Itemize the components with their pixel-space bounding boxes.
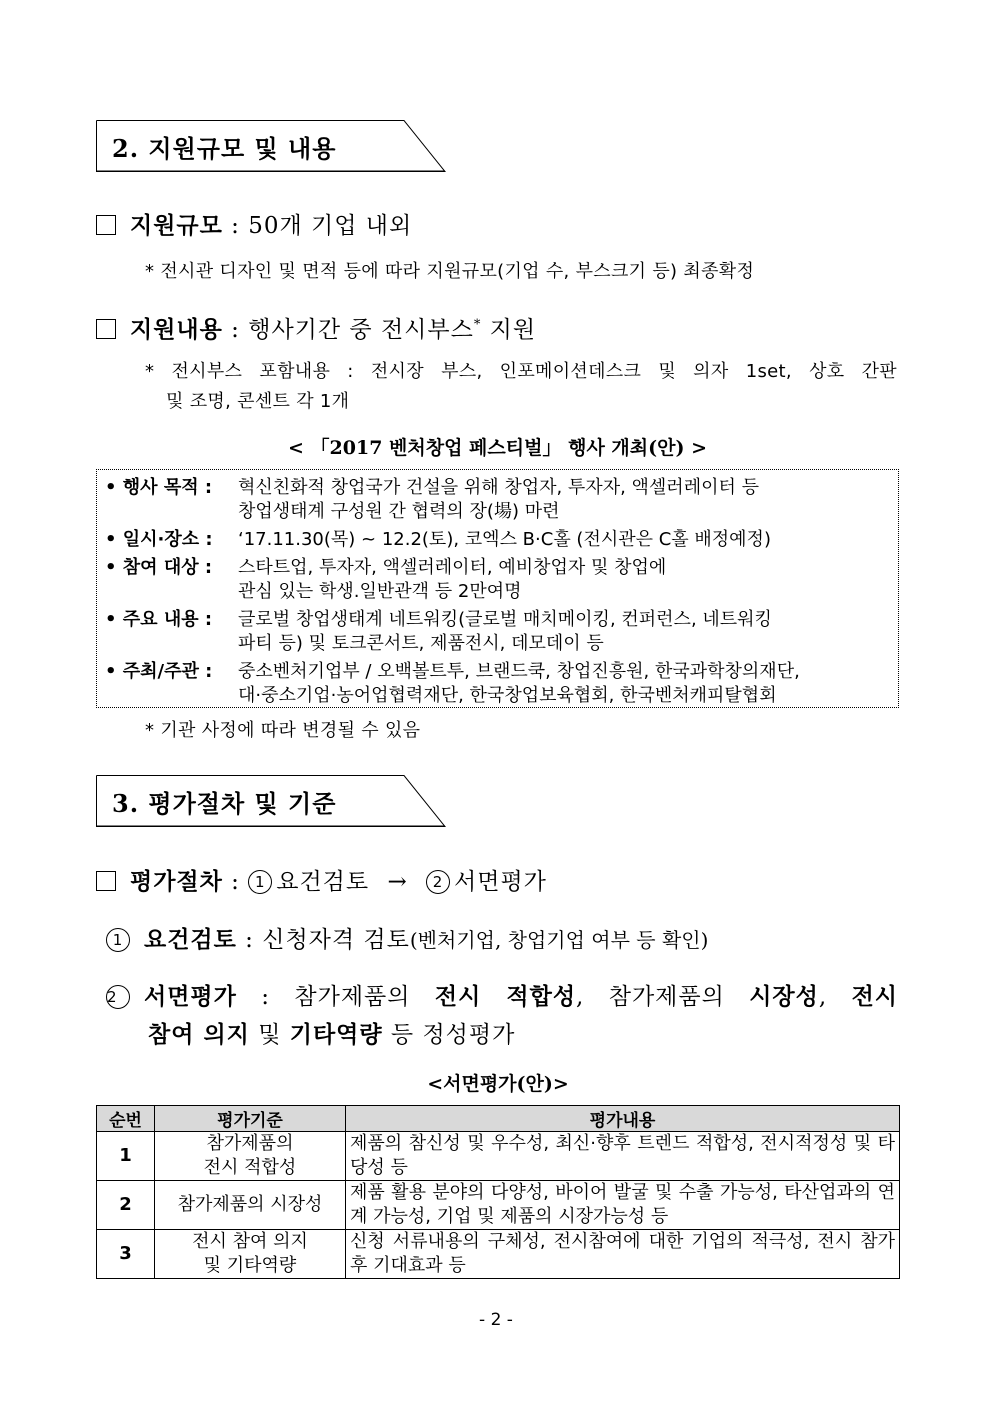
criteria-line: 전시 참여 의지 [192, 1231, 308, 1252]
criteria-line: 및 기타역량 [203, 1255, 297, 1276]
eval-item-2-label: 서면평가 [144, 983, 237, 1010]
separator: : [222, 317, 249, 343]
row-label: • 주요 내용 : [105, 609, 213, 630]
event-row-main-content [105, 605, 212, 631]
support-scale-line [96, 207, 412, 240]
event-title: < 「2017 벤처창업 페스티벌」 행사 개최(안) > [288, 437, 707, 459]
row-text: 관심 있는 학생.일반관객 등 2만여명 [238, 581, 522, 602]
row-text: 글로벌 창업생태계 네트워킹(글로벌 매치메이킹, 컨퍼런스, 네트워킹 [238, 609, 772, 630]
section-3-heading [96, 775, 446, 827]
row-description: 신청 서류내용의 구체성, 전시참여에 대한 기업의 적극성, 전시 참가 후 기대효과 등 [346, 1230, 900, 1279]
arrow-right-icon: → [387, 869, 408, 895]
text: , [818, 984, 852, 1010]
row-text: 파티 등) 및 토크콘서트, 제품전시, 데모데이 등 [238, 633, 604, 654]
bold-text: 시장성 [749, 983, 819, 1010]
eval-table-title: <서면평가(안)> [427, 1073, 569, 1095]
bold-text: 기타역량 [289, 1021, 383, 1048]
event-row-purpose [105, 473, 212, 499]
support-scale-value: 50개 기업 내외 [248, 213, 413, 239]
event-row-organizers [105, 657, 212, 683]
row-text: 창업생태계 구성원 간 협력의 장(場) 마련 [238, 501, 560, 522]
text: 참가제품의 [294, 984, 435, 1010]
section-2-heading [96, 120, 446, 172]
event-note: * 기관 사정에 따라 변경될 수 있음 [145, 720, 421, 741]
support-content-note-2: 및 조명, 콘센트 각 1개 [166, 391, 350, 412]
support-content-note-1: * 전시부스 포함내용 : 전시장 부스, 인포메이션데스크 및 의자 1set, 상호 간판 [145, 361, 897, 382]
procedure-step-2: 서면평가 [454, 869, 547, 895]
separator: : [222, 869, 249, 895]
eval-item-1 [106, 921, 708, 954]
row-text: 혁신친화적 창업국가 건설을 위해 창업자, 투자자, 액셀러레이터 등 [238, 477, 759, 498]
eval-item-2-line2 [148, 1016, 515, 1049]
bold-text: 참여 의지 [148, 1021, 250, 1048]
header-cell-criteria: 평가기준 [155, 1106, 346, 1132]
row-label: • 행사 목적 : [105, 477, 213, 498]
text: 등 정성평가 [382, 1022, 516, 1048]
row-text: ‘17.11.30(목) ~ 12.2(토), 코엑스 B·C홀 (전시관은 C홀 배정예정) [238, 529, 771, 550]
checkbox-bullet-icon [96, 215, 116, 235]
event-info-box [96, 469, 899, 708]
row-criteria [155, 1230, 346, 1279]
checkbox-bullet-icon [96, 319, 116, 339]
criteria-line: 참가제품의 [206, 1133, 294, 1154]
row-criteria [155, 1132, 346, 1181]
header-cell-content: 평가내용 [346, 1106, 900, 1132]
circled-number-icon: 1 [106, 928, 130, 952]
row-description: 제품의 참신성 및 우수성, 최신·향후 트렌드 적합성, 전시적정성 및 타당성 등 [346, 1132, 900, 1181]
row-num: 3 [97, 1230, 155, 1279]
circled-number-icon: 2 [426, 870, 450, 894]
row-text: 스타트업, 투자자, 액셀러레이터, 예비창업자 및 창업에 [238, 557, 667, 578]
bold-text: 전시 [851, 983, 899, 1010]
support-scale-note: * 전시관 디자인 및 면적 등에 따라 지원규모(기업 수, 부스크기 등) 최종확정 [145, 261, 755, 282]
row-label: • 일시·장소 : [105, 529, 213, 550]
row-num: 2 [97, 1181, 155, 1230]
procedure-line [96, 863, 547, 896]
support-content-value-end: 지원 [481, 317, 537, 343]
circled-number-icon: 1 [248, 870, 272, 894]
header-cell-num: 순번 [97, 1106, 155, 1132]
row-label: • 참여 대상 : [105, 557, 213, 578]
procedure-step-1: 요건검토 [276, 869, 370, 895]
section-3-title: 3. 평가절차 및 기준 [112, 789, 337, 818]
section-2-title: 2. 지원규모 및 내용 [112, 134, 337, 163]
procedure-label: 평가절차 [130, 868, 223, 895]
bold-text: 전시 적합성 [434, 983, 577, 1010]
eval-item-1-value: 신청자격 검토 [262, 927, 410, 953]
support-content-label: 지원내용 [130, 316, 223, 343]
table-row [97, 1181, 900, 1230]
eval-item-1-detail: (벤처기업, 창업기업 여부 등 확인) [409, 928, 709, 952]
table-header-row [97, 1106, 900, 1132]
row-criteria [155, 1181, 346, 1230]
page-number: - 2 - [479, 1310, 513, 1330]
table-row [97, 1230, 900, 1279]
row-description: 제품 활용 분야의 다양성, 바이어 발굴 및 수출 가능성, 타산업과의 연계 가능성, 기업 및 제품의 시장가능성 등 [346, 1181, 900, 1230]
table-row [97, 1132, 900, 1181]
text: , 참가제품의 [576, 984, 750, 1010]
criteria-line: 참가제품의 시장성 [177, 1194, 323, 1215]
text: 및 [249, 1022, 290, 1048]
event-row-date-place [105, 525, 213, 551]
separator: : [236, 984, 295, 1010]
circled-number-icon: 2 [106, 985, 130, 1009]
support-content-line [96, 311, 536, 344]
row-text: 대·중소기업·농어업협력재단, 한국창업보육협회, 한국벤처캐피탈협회 [238, 685, 777, 706]
row-text: 중소벤처기업부 / 오백볼트투, 브랜드쿡, 창업진흥원, 한국과학창의재단, [238, 661, 800, 682]
eval-item-2-line1 [106, 978, 898, 1011]
criteria-line: 전시 적합성 [203, 1157, 297, 1178]
separator: : [236, 927, 263, 953]
support-content-value: 행사기간 중 전시부스 [248, 317, 474, 343]
separator: : [222, 213, 249, 239]
row-num: 1 [97, 1132, 155, 1181]
checkbox-bullet-icon [96, 871, 116, 891]
footnote-mark: * [473, 317, 482, 333]
event-row-participants [105, 553, 212, 579]
support-scale-label: 지원규모 [130, 212, 223, 239]
eval-table [96, 1105, 900, 1279]
row-label: • 주최/주관 : [105, 661, 213, 682]
eval-item-1-label: 요건검토 [144, 926, 237, 953]
